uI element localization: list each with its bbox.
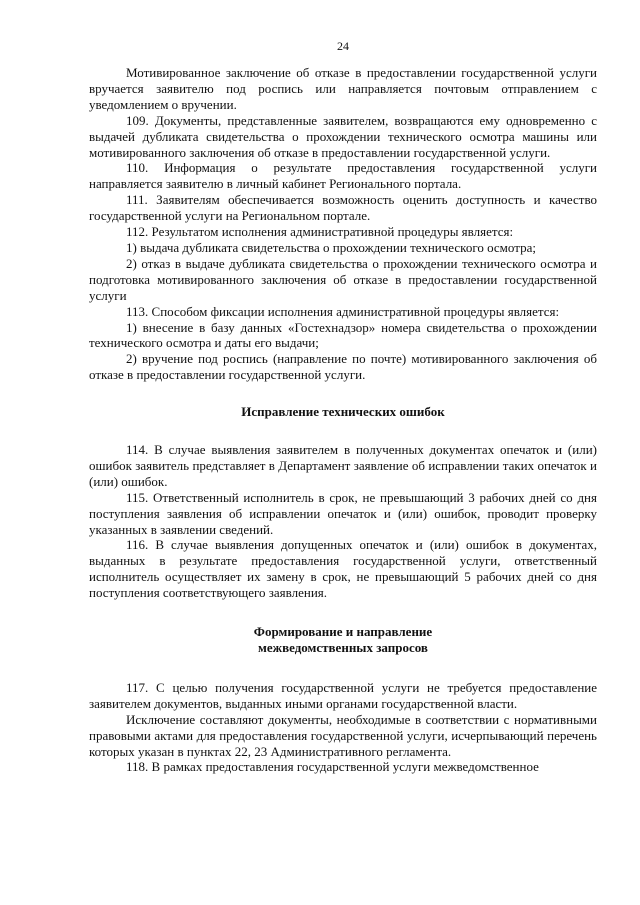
paragraph-113-item-1: 1) внесение в базу данных «Гостехнадзор» номера свидетельства о прохождении технического осмотра и даты его выдачи; <box>89 319 597 351</box>
paragraph-refusal-delivery: Мотивированное заключение об отказе в предоставлении государственной услуги вручается заявителю под роспись или направляется почтовым отправлением с уведомлением о вручении. <box>89 65 597 112</box>
paragraph-116: 116. В случае выявления допущенных опечаток и (или) ошибок в документах, выданных в результате предоставления государственной услуги, ответственный исполнитель осуществляет их замену в срок, не превышающий 5 рабочих дней со дня поступления соответствующего заявления. <box>89 537 597 601</box>
document-body <box>89 65 597 775</box>
paragraph-117: 117. С целью получения государственной услуги не требуется предоставление заявителем документов, выданных иными органами государственной власти. <box>89 679 597 711</box>
paragraph-115: 115. Ответственный исполнитель в срок, не превышающий 3 рабочих дней со дня поступления заявления об исправлении опечаток и (или) ошибок, проводит проверку указанных в заявлении сведений. <box>89 489 597 537</box>
page-number: 24 <box>337 39 349 53</box>
spacer <box>89 601 597 624</box>
spacer <box>89 383 597 404</box>
paragraph-113-item-2: 2) вручение под роспись (направление по почте) мотивированного заключения об отказе в предоставлении государственной услуги. <box>89 351 597 383</box>
heading-technical-errors: Исправление технических ошибок <box>241 404 445 420</box>
paragraph-111: 111. Заявителям обеспечивается возможность оценить доступность и качество государственной услуги на Региональном портале. <box>89 192 597 224</box>
paragraph-118: 118. В рамках предоставления государственной услуги межведомственное <box>126 759 539 775</box>
paragraph-114: 114. В случае выявления заявителем в полученных документах опечаток и (или) ошибок заявитель представляет в Департамент заявление об исправлении таких опечаток и (или) ошибок. <box>89 442 597 489</box>
paragraph-110: 110. Информация о результате предоставления государственной услуги направляется заявителю в личный кабинет Регионального портала. <box>89 160 597 192</box>
spacer <box>89 656 597 680</box>
paragraph-117-exception: Исключение составляют документы, необходимые в соответствии с нормативными правовыми актами для предоставления государственной услуги, исчерпывающий перечень которых указан в пунктах 22, 23 Административного регламента. <box>89 711 597 759</box>
paragraph-112: 112. Результатом исполнения административной процедуры является: <box>126 224 514 240</box>
spacer <box>89 420 597 442</box>
heading-interagency-line-2: межведомственных запросов <box>258 640 428 655</box>
paragraph-109: 109. Документы, представленные заявителем, возвращаются ему одновременно с выдачей дубликата свидетельства о прохождении технического осмотра машины или мотивированного заключения об отказе в предоставлении государственной услуги. <box>89 112 597 160</box>
paragraph-113: 113. Способом фиксации исполнения административной процедуры является: <box>126 303 560 319</box>
paragraph-112-item-2: 2) отказ в выдаче дубликата свидетельства о прохождении технического осмотра и подготовка мотивированного заключения об отказе в предоставлении государственной услуги <box>89 255 597 303</box>
paragraph-112-item-1: 1) выдача дубликата свидетельства о прохождении технического осмотра; <box>126 239 536 255</box>
heading-interagency-line-1: Формирование и направление <box>253 624 433 640</box>
